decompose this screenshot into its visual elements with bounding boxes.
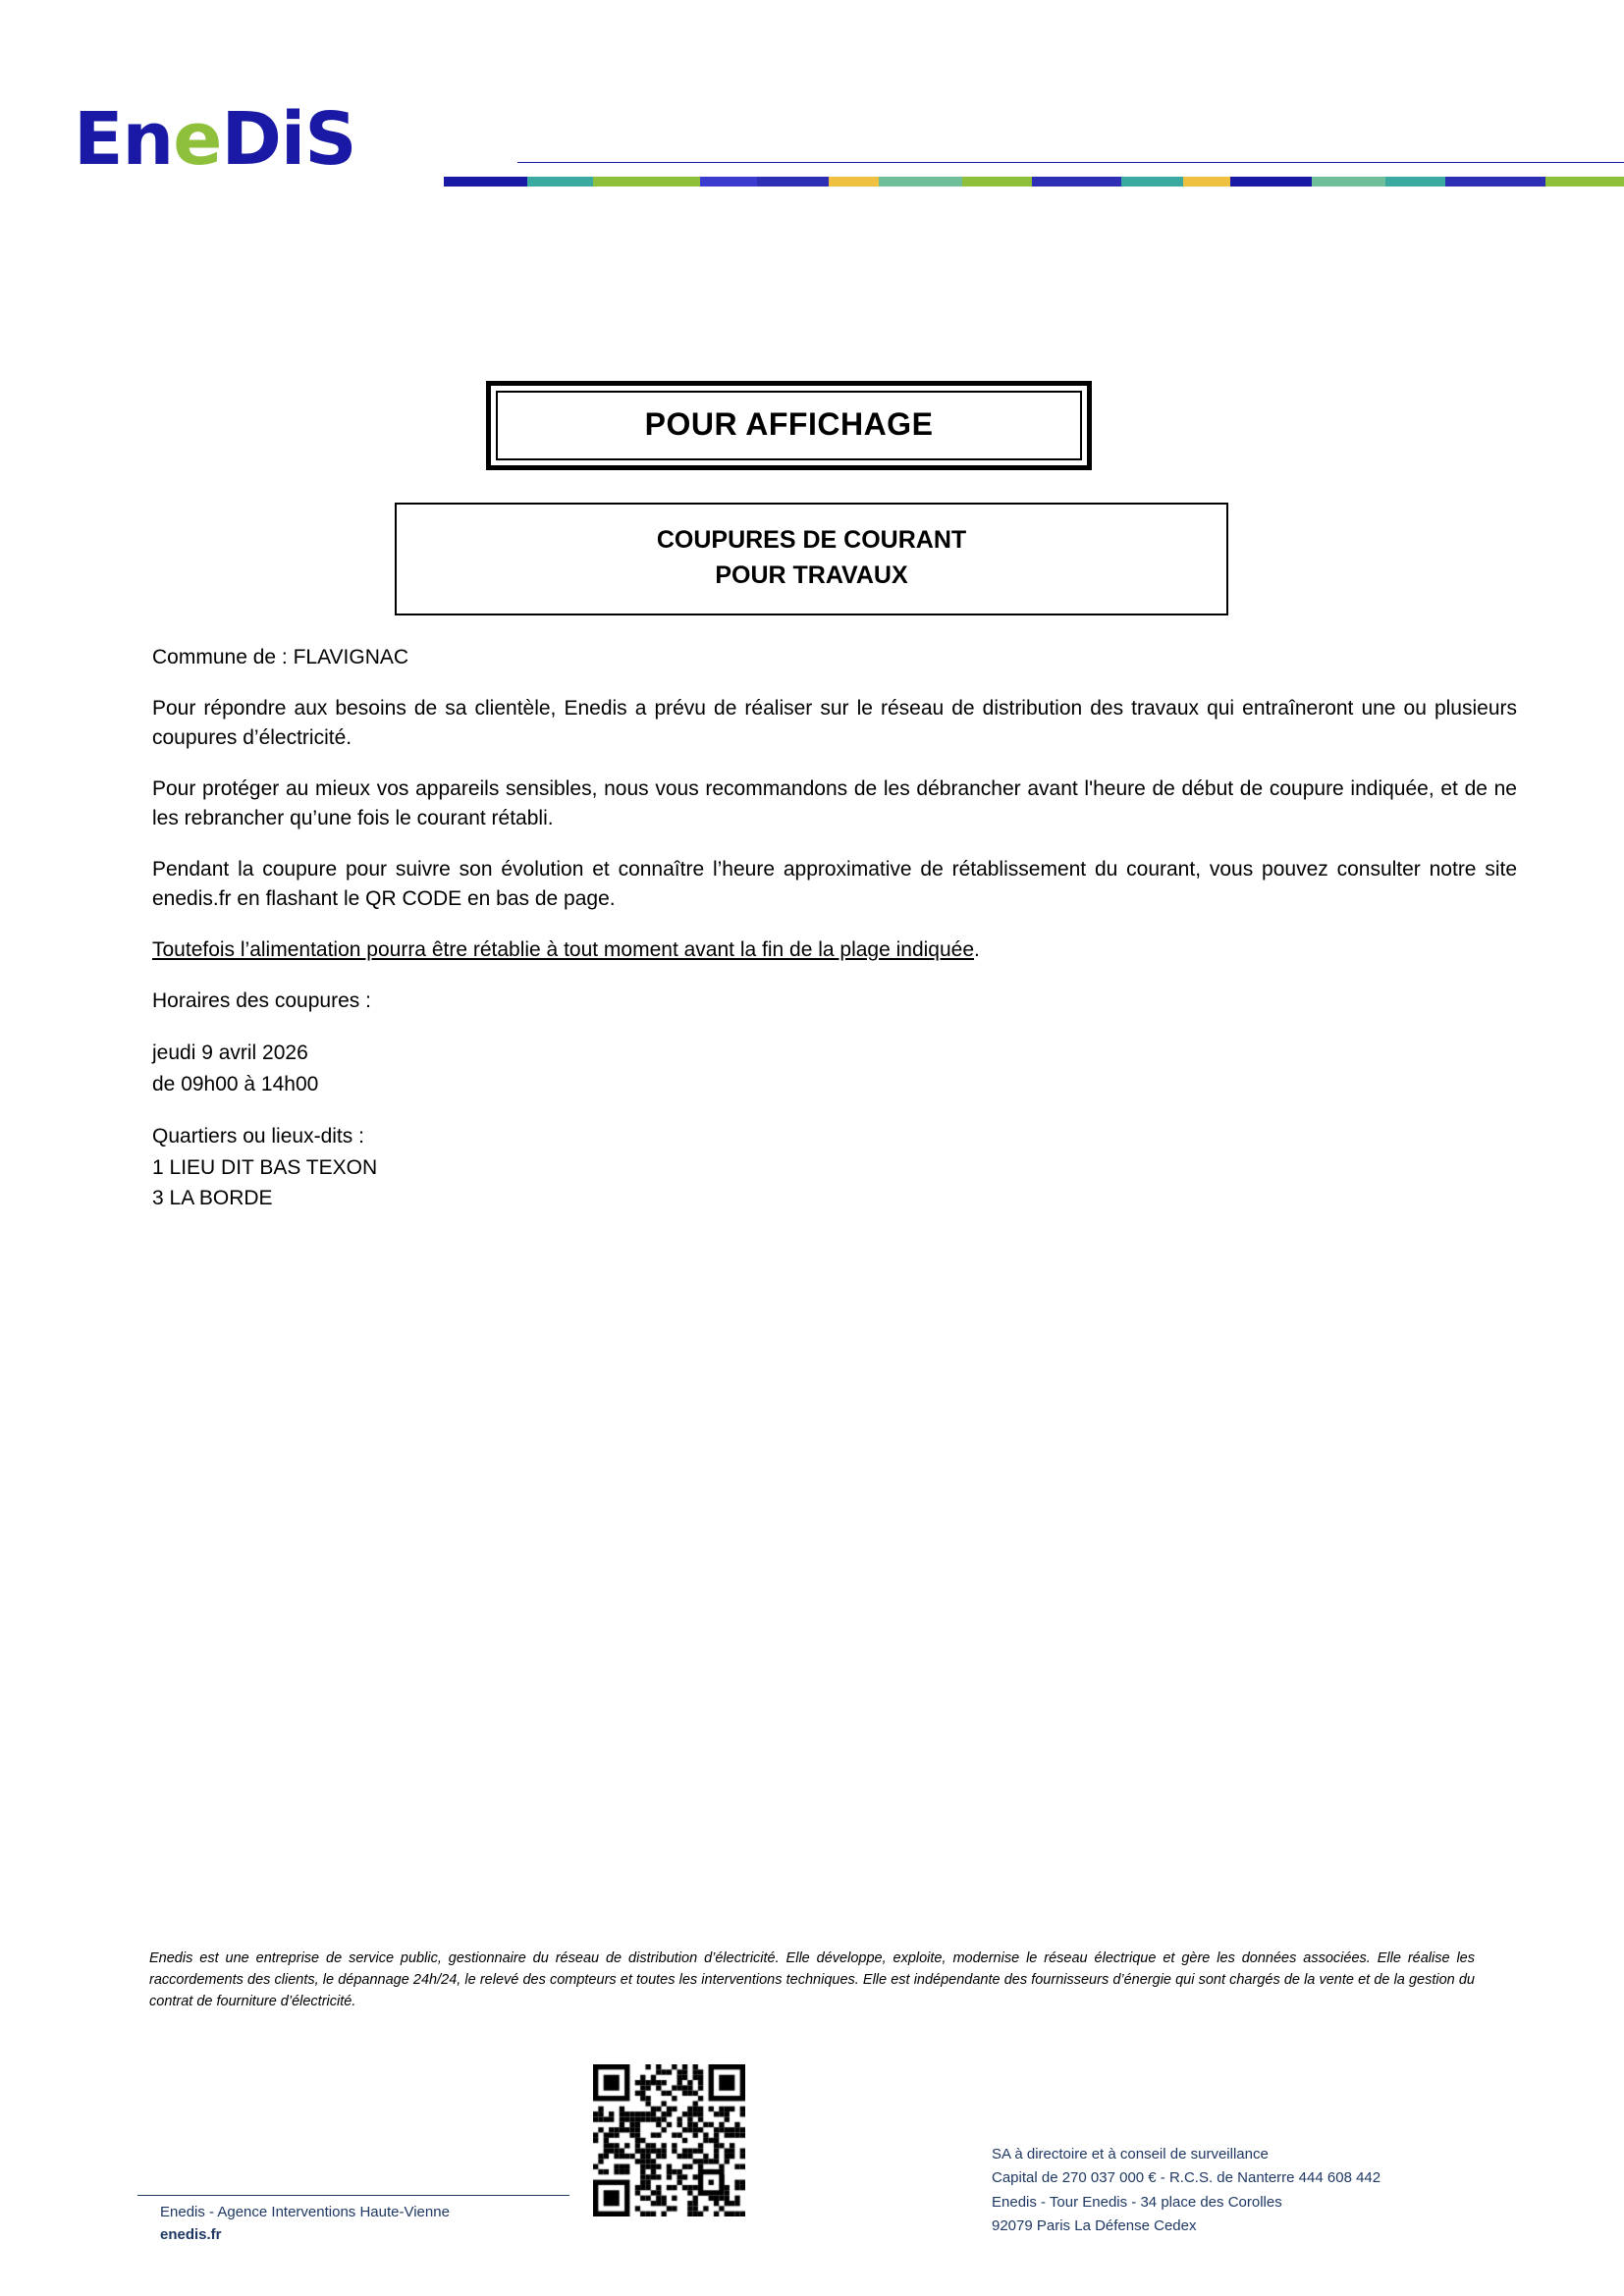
strip-segment — [1545, 177, 1624, 187]
qr-code-canvas[interactable] — [593, 2064, 745, 2216]
paragraph-4-underlined: Toutefois l’alimentation pourra être rétablie à tout moment avant la fin de la plage indiquée — [152, 938, 975, 962]
paragraph-4 — [152, 935, 1517, 965]
enedis-logo — [74, 97, 356, 182]
footer-company-block — [992, 2143, 1380, 2238]
company-line-1: SA à directoire et à conseil de surveillance — [992, 2146, 1269, 2163]
strip-segment — [1032, 177, 1121, 187]
banner-box — [486, 381, 1092, 470]
notice-body — [152, 643, 1517, 1214]
logo-part-3: DiS — [221, 97, 356, 182]
strip-segment — [1445, 177, 1545, 187]
schedule-date: jeudi 9 avril 2026 — [152, 1041, 308, 1065]
area-item: 3 LA BORDE — [152, 1187, 273, 1210]
strip-segment — [1230, 177, 1312, 187]
area-item: 1 LIEU DIT BAS TEXON — [152, 1155, 378, 1179]
company-line-2: Capital de 270 037 000 € - R.C.S. de Nanterre 444 608 442 — [992, 2169, 1381, 2187]
spacer — [152, 1099, 1517, 1121]
strip-segment — [444, 177, 527, 187]
banner-text: POUR AFFICHAGE — [496, 391, 1082, 460]
commune-line: Commune de : FLAVIGNAC — [152, 646, 409, 668]
company-line-4: 92079 Paris La Défense Cedex — [992, 2216, 1197, 2234]
strip-segment — [1121, 177, 1183, 187]
logo-rule — [517, 162, 1624, 163]
strip-segment — [527, 177, 593, 187]
schedule-time: de 09h00 à 14h00 — [152, 1072, 319, 1095]
strip-segment — [757, 177, 829, 187]
subject-line-2: POUR TRAVAUX — [715, 561, 908, 590]
footer-agency-block — [160, 2202, 450, 2246]
paragraph-1: Pour répondre aux besoins de sa clientèle, Enedis a prévu de réaliser sur le réseau de distribution des travaux qui entraîneront une ou plusieurs coupures d’électricité. — [152, 697, 1517, 750]
subject-box — [395, 503, 1228, 615]
schedule-label: Horaires des coupures : — [152, 989, 371, 1013]
paragraph-2: Pour protéger au mieux vos appareils sensibles, nous vous recommandons de les débrancher avant l'heure de début de coupure indiquée, et de ne les rebrancher qu’une fois le courant rétabli. — [152, 777, 1517, 830]
strip-segment — [879, 177, 962, 187]
brand-color-strip — [444, 177, 1624, 187]
logo-part-2: e — [173, 97, 222, 182]
footer-website[interactable]: enedis.fr — [160, 2225, 222, 2243]
strip-segment — [1183, 177, 1231, 187]
strip-segment — [1312, 177, 1385, 187]
subject-line-1: COUPURES DE COURANT — [656, 526, 967, 554]
areas-label: Quartiers ou lieux-dits : — [152, 1125, 364, 1148]
strip-segment — [1385, 177, 1445, 187]
schedule-block — [152, 1038, 1517, 1099]
legal-note: Enedis est une entreprise de service public, gestionnaire du réseau de distribution d’électricité. Elle développe, exploite, modernise le réseau électrique et gère les données associées. Elle réalise les raccordements des clients, le dépannage 24h/24, le relevé des compteurs et toutes les interventions techniques. Elle est indépendante des fournisseurs d’énergie qui sont chargés de la vente et de la gestion du contrat de fourniture d’électricité. — [149, 1950, 1475, 2009]
paragraph-3: Pendant la coupure pour suivre son évolution et connaître l’heure approximative de rétablissement du courant, vous pouvez consulter notre site enedis.fr en flashant le QR CODE en bas de page. — [152, 858, 1517, 911]
strip-segment — [829, 177, 879, 187]
strip-segment — [962, 177, 1031, 187]
areas-block — [152, 1121, 1517, 1214]
footer-agency: Enedis - Agence Interventions Haute-Vienne — [160, 2204, 450, 2220]
company-line-3: Enedis - Tour Enedis - 34 place des Corolles — [992, 2193, 1282, 2211]
qr-code[interactable] — [593, 2064, 745, 2216]
paragraph-4-tail: . — [974, 938, 980, 962]
strip-segment — [593, 177, 700, 187]
footer-divider — [137, 2195, 569, 2196]
strip-segment — [700, 177, 757, 187]
logo-part-1: En — [74, 97, 174, 182]
